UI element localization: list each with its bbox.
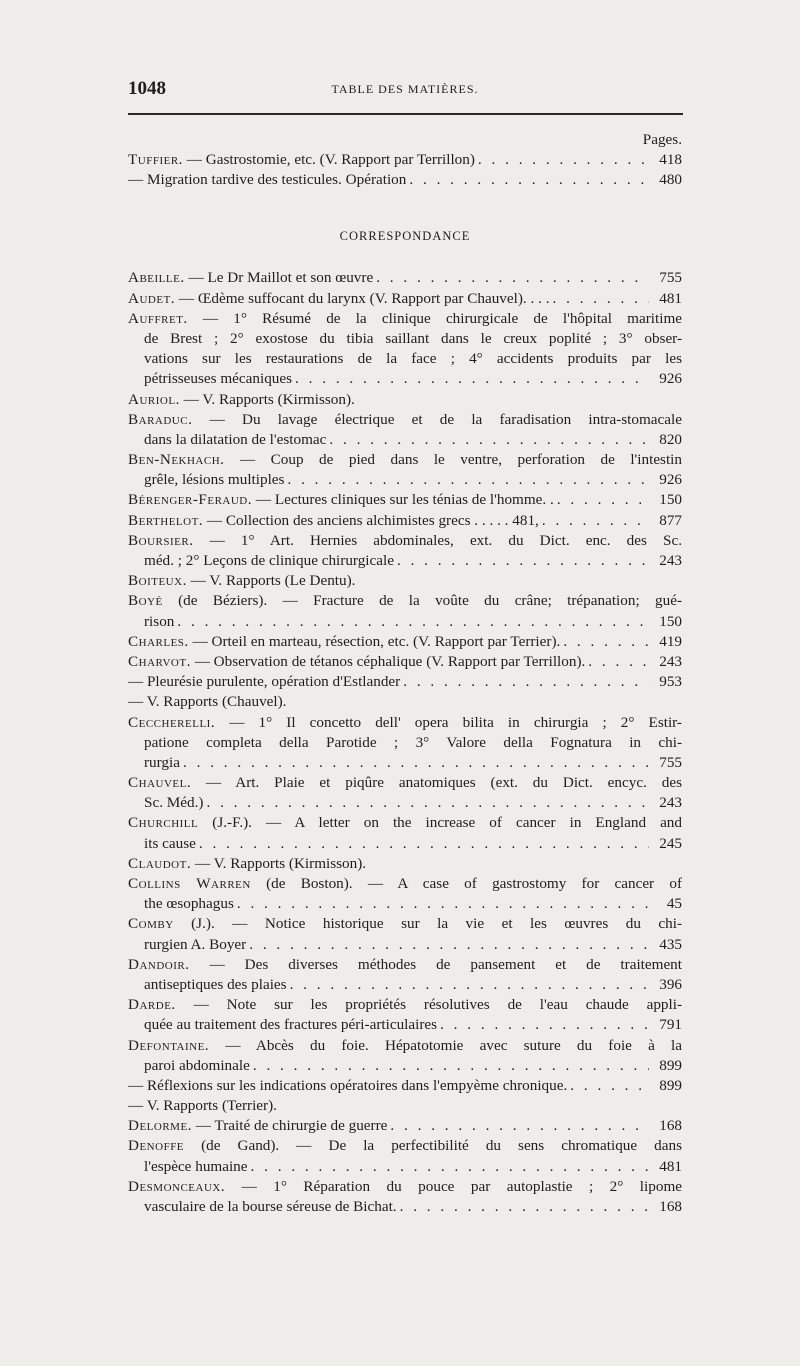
index-entry	[128, 289, 682, 309]
index-entry	[128, 995, 682, 1035]
entry-line	[128, 914, 682, 934]
entry-line-text: rurgia	[144, 753, 180, 771]
leader-dots	[553, 289, 650, 309]
entry-text	[128, 672, 400, 692]
entry-line-text: — Lectures cliniques sur les ténias de l'homme. .	[255, 491, 554, 509]
entry-text	[144, 834, 196, 854]
entry-page-number: 791	[659, 1016, 682, 1034]
index-entry	[128, 1136, 682, 1176]
index-entry	[128, 773, 682, 813]
leader-dots	[588, 652, 649, 672]
entry-text	[144, 551, 394, 571]
entry-line-text: — Abcès du foie. Hépatotomie avec suture du foie à la	[225, 1036, 682, 1054]
index-entry	[128, 309, 682, 390]
entry-page-number: 480	[659, 171, 682, 189]
entry-line	[128, 591, 682, 611]
index-entry	[128, 914, 682, 954]
entry-page-number: 168	[659, 1117, 682, 1135]
leader-dots	[557, 490, 649, 510]
entry-line-text: — Observation de tétanos céphalique (V. Rapport par Terrillon).	[194, 652, 586, 670]
correspondence-entry-list	[128, 268, 682, 1217]
entry-author: Charvot.	[128, 652, 191, 670]
entry-line-text: the œsophagus	[144, 895, 234, 913]
top-entry-list	[128, 150, 682, 190]
running-title: TABLE DES MATIÈRES.	[331, 82, 479, 96]
index-entry	[128, 1036, 682, 1076]
entry-page-number: 899	[659, 1056, 682, 1074]
entry-line-text: Sc. Méd.)	[144, 794, 204, 812]
entry-line-text: — V. Rapports (Le Dentu).	[190, 572, 356, 590]
entry-line	[128, 369, 682, 389]
entry-page-number: 755	[659, 753, 682, 771]
leader-dots	[390, 1116, 649, 1136]
entry-line	[128, 531, 682, 551]
entry-text	[144, 1197, 397, 1217]
entry-line	[128, 1177, 682, 1197]
entry-line	[128, 975, 682, 995]
entry-text	[128, 170, 406, 190]
entry-line	[128, 995, 682, 1015]
entry-line-text: paroi abdominale	[144, 1056, 250, 1074]
entry-line-text: de Brest ; 2° exostose du tibia saillant dans le creux poplité ; 3° obser-	[144, 329, 682, 347]
entry-author: Claudot.	[128, 854, 192, 872]
leader-dots	[478, 150, 649, 170]
index-entry	[128, 632, 682, 652]
entry-line	[128, 289, 682, 309]
entry-line-text: — Migration tardive des testicules. Opération	[128, 171, 407, 189]
entry-author: Denoffe	[128, 1137, 185, 1155]
index-entry	[128, 1177, 682, 1217]
entry-line	[128, 632, 682, 652]
index-entry	[128, 150, 682, 170]
leader-dots	[249, 935, 649, 955]
entry-line-text: — V. Rapports (Kirmisson).	[183, 390, 355, 408]
leader-dots	[409, 170, 649, 190]
entry-line-text: — Pleurésie purulente, opération d'Estlander	[128, 673, 401, 691]
entry-author: Churchill	[128, 814, 199, 832]
entry-line	[128, 450, 682, 470]
entry-page-number: 150	[659, 491, 682, 509]
entry-line	[128, 551, 682, 571]
entry-text	[128, 490, 554, 510]
index-entry	[128, 1116, 682, 1136]
entry-text	[144, 369, 292, 389]
entry-line	[128, 170, 682, 190]
entry-author: Boursier.	[128, 531, 194, 549]
entry-line-text: méd. ; 2° Leçons de clinique chirurgicale	[144, 552, 394, 569]
entry-line-text: — Le Dr Maillot et son œuvre	[188, 269, 374, 287]
entry-page-number: 245	[659, 834, 682, 852]
leader-dots	[177, 612, 649, 632]
entry-line	[128, 571, 682, 591]
entry-line	[128, 733, 682, 753]
index-entry	[128, 672, 682, 692]
index-entry	[128, 170, 682, 190]
entry-line	[128, 268, 682, 288]
entry-line-text: — Orteil en marteau, résection, etc. (V. Rapport par Terrier).	[192, 632, 561, 650]
entry-author: Desmonceaux.	[128, 1177, 226, 1195]
index-entry	[128, 1076, 682, 1096]
leader-dots	[397, 551, 649, 571]
entry-page-number: 396	[659, 975, 682, 993]
entry-line	[128, 854, 682, 874]
entry-line-text: grêle, lésions multiples	[144, 471, 285, 489]
entry-text	[144, 1157, 248, 1177]
entry-author: Delorme.	[128, 1117, 192, 1135]
leader-dots	[199, 834, 649, 854]
entry-line	[128, 1096, 682, 1116]
entry-author: Defontaine.	[128, 1036, 210, 1054]
pages-column-label: Pages.	[642, 131, 682, 148]
entry-line-text: — V. Rapports (Chauvel).	[128, 693, 287, 711]
entry-author: Berthelot.	[128, 511, 204, 529]
entry-page-number: 481	[659, 1157, 682, 1175]
leader-dots	[295, 369, 649, 389]
entry-author: Boiteux.	[128, 572, 187, 590]
entry-line-text: — 1° Réparation du pouce par autoplastie ; 2° lipome	[241, 1177, 682, 1195]
entry-line-text: — Coup de pied dans le ventre, perforation de l'intestin	[239, 451, 682, 469]
entry-page-number: 435	[659, 935, 682, 953]
index-entry	[128, 268, 682, 288]
entry-text	[144, 470, 284, 490]
entry-author: Collins Warren	[128, 875, 251, 892]
entry-line	[128, 935, 682, 955]
leader-dots	[183, 753, 649, 773]
entry-text	[144, 1015, 437, 1035]
entry-line-text: — Art. Plaie et piqûre anatomiques (ext. du Dict. encyc. des	[206, 774, 682, 792]
entry-author: Charles.	[128, 632, 189, 650]
entry-author: Abeille.	[128, 269, 185, 287]
entry-line-text: (de Boston). — A case of gastrostomy for cancer of	[266, 875, 682, 892]
index-entry	[128, 652, 682, 672]
leader-dots	[563, 632, 649, 652]
entry-line	[128, 813, 682, 833]
leader-dots	[403, 672, 649, 692]
index-entry	[128, 531, 682, 571]
entry-page-number: 755	[659, 269, 682, 287]
entry-text	[128, 268, 373, 288]
entry-line	[128, 430, 682, 450]
leader-dots	[542, 511, 649, 531]
entry-line-text: quée au traitement des fractures péri-articulaires	[144, 1016, 438, 1034]
entry-line	[128, 1056, 682, 1076]
entry-text	[144, 612, 174, 632]
entry-line-text: (J.). — Notice historique sur la vie et les œuvres du chi-	[191, 915, 682, 933]
leader-dots	[290, 975, 649, 995]
entry-page-number: 877	[659, 511, 682, 529]
entry-line	[128, 773, 682, 793]
entry-line	[128, 390, 682, 410]
entry-line-text: its cause	[144, 834, 196, 852]
entry-line	[128, 874, 682, 894]
page-header	[128, 78, 682, 100]
entry-text	[144, 793, 203, 813]
entry-line-text: (de Gand). — De la perfectibilité du sens chromatique dans	[201, 1137, 682, 1155]
entry-line	[128, 1015, 682, 1035]
entry-page-number: 481	[659, 289, 682, 307]
entry-line-text: rurgien A. Boyer	[144, 935, 247, 953]
entry-line-text: patione completa della Parotide ; 3° Valore della Fognatura in chi-	[144, 733, 682, 751]
index-entry	[128, 1096, 682, 1116]
entry-text	[128, 289, 550, 309]
entry-line	[128, 1076, 682, 1096]
index-entry	[128, 813, 682, 853]
leader-dots	[253, 1056, 649, 1076]
entry-line	[128, 612, 682, 632]
leader-dots	[206, 793, 649, 813]
entry-text	[128, 652, 585, 672]
entry-line	[128, 511, 682, 531]
entry-text	[144, 1056, 250, 1076]
entry-author: Audet.	[128, 289, 176, 307]
index-entry	[128, 591, 682, 631]
entry-line-text: (J.-F.). — A letter on the increase of cancer in England and	[212, 814, 682, 832]
entry-line	[128, 1036, 682, 1056]
entry-author: Comby	[128, 915, 174, 933]
entry-line	[128, 1157, 682, 1177]
entry-page-number: 953	[659, 673, 682, 691]
leader-dots	[440, 1015, 649, 1035]
index-entry	[128, 692, 682, 712]
entry-line	[128, 652, 682, 672]
entry-line	[128, 1197, 682, 1217]
entry-line-text: — Du lavage électrique et de la faradisation intra-stomacale	[209, 410, 682, 428]
leader-dots	[251, 1157, 649, 1177]
entry-line-text: dans la dilatation de l'estomac	[144, 430, 327, 448]
entry-page-number: 899	[659, 1076, 682, 1094]
page-number: 1048	[128, 78, 166, 99]
entry-author: Ben-Nekhach.	[128, 451, 225, 469]
entry-author: Darde.	[128, 996, 176, 1014]
entry-line-text: — V. Rapports (Terrier).	[128, 1097, 277, 1115]
header-rule	[128, 113, 683, 115]
entry-line	[128, 692, 682, 712]
entry-author: Auffret.	[128, 309, 188, 327]
entry-line	[128, 1136, 682, 1156]
entry-line-text: — Gastrostomie, etc. (V. Rapport par Terrillon)	[186, 151, 475, 168]
index-entry	[128, 713, 682, 774]
entry-page-number: 243	[659, 794, 682, 812]
entry-page-number: 243	[659, 652, 682, 670]
entry-text	[144, 975, 287, 995]
entry-page-number: 419	[659, 632, 682, 650]
entry-line	[128, 470, 682, 490]
leader-dots	[237, 894, 649, 914]
index-content	[128, 130, 682, 1217]
index-entry	[128, 450, 682, 490]
entry-line	[128, 1116, 682, 1136]
entry-text	[128, 1116, 387, 1136]
index-entry	[128, 874, 682, 914]
entry-line	[128, 713, 682, 733]
entry-line-text: — 1° Art. Hernies abdominales, ext. du Dict. enc. des Sc.	[209, 531, 682, 549]
entry-author: Baraduc.	[128, 410, 193, 428]
entry-line	[128, 955, 682, 975]
entry-line-text: vations sur les restaurations de la face ; 4° accidents produits par les	[144, 350, 682, 368]
entry-line-text: — 1° Résumé de la clinique chirurgicale de l'hôpital maritime	[202, 309, 682, 327]
entry-line-text: (de Béziers). — Fracture de la voûte du crâne; trépanation; gué-	[178, 592, 682, 610]
leader-dots	[287, 470, 649, 490]
entry-text	[128, 150, 475, 170]
entry-line-text: rison	[144, 612, 175, 630]
entry-line-text: — Œdème suffocant du larynx (V. Rapport par Chauvel). . . .	[178, 289, 550, 307]
entry-line	[128, 793, 682, 813]
entry-line-text: — Collection des anciens alchimistes grecs . . . . . 481,	[206, 511, 539, 529]
entry-line-text: — Réflexions sur les indications opératoires dans l'empyème chronique.	[128, 1076, 568, 1094]
entry-text	[128, 1076, 567, 1096]
index-entry	[128, 490, 682, 510]
entry-author: Auriol.	[128, 390, 180, 408]
entry-line	[128, 834, 682, 854]
entry-text	[144, 894, 234, 914]
index-entry	[128, 571, 682, 591]
index-entry	[128, 390, 682, 410]
entry-page-number: 45	[666, 895, 682, 913]
entry-author: Boyé	[128, 592, 163, 610]
index-entry	[128, 511, 682, 531]
entry-line	[128, 753, 682, 773]
leader-dots	[376, 268, 649, 288]
entry-page-number: 243	[659, 552, 682, 569]
entry-author: Bérenger-Feraud.	[128, 491, 253, 509]
entry-author: Chauvel.	[128, 774, 192, 792]
entry-line	[128, 490, 682, 510]
entry-line	[128, 150, 682, 170]
entry-line	[128, 309, 682, 329]
entry-line-text: l'espèce humaine	[144, 1157, 248, 1175]
entry-author: Ceccherelli.	[128, 713, 216, 731]
leader-dots	[329, 430, 649, 450]
entry-line-text: — Note sur les propriétés résolutives de l'eau chaude appli-	[193, 996, 682, 1014]
entry-page-number: 150	[659, 612, 682, 630]
entry-line	[128, 672, 682, 692]
entry-text	[144, 430, 326, 450]
index-entry	[128, 955, 682, 995]
entry-line-text: antiseptiques des plaies	[144, 975, 287, 993]
entry-page-number: 168	[659, 1198, 682, 1215]
entry-page-number: 418	[659, 151, 682, 168]
entry-line	[128, 894, 682, 914]
entry-text	[128, 511, 539, 531]
entry-page-number: 926	[659, 370, 682, 388]
entry-line-text: — V. Rapports (Kirmisson).	[194, 854, 367, 872]
entry-line-text: — Des diverses méthodes de pansement et de traitement	[209, 955, 682, 973]
entry-author: Dandoir.	[128, 955, 190, 973]
entry-line	[128, 349, 682, 369]
entry-author: Tuffier.	[128, 151, 183, 168]
index-entry	[128, 854, 682, 874]
entry-page-number: 926	[659, 471, 682, 489]
entry-page-number: 820	[659, 430, 682, 448]
entry-line	[128, 329, 682, 349]
leader-dots	[570, 1076, 649, 1096]
index-entry	[128, 410, 682, 450]
leader-dots	[400, 1197, 649, 1217]
entry-line-text: — 1° Il concetto dell' opera bilita in chirurgia ; 2° Estir-	[229, 713, 682, 731]
entry-line-text: — Traité de chirurgie de guerre	[195, 1117, 388, 1135]
entry-text	[128, 632, 560, 652]
entry-line-text: vasculaire de la bourse séreuse de Bichat.	[144, 1198, 397, 1215]
entry-text	[144, 935, 246, 955]
entry-text	[144, 753, 180, 773]
section-title: CORRESPONDANCE	[339, 229, 471, 244]
entry-line-text: pétrisseuses mécaniques	[144, 370, 293, 388]
entry-line	[128, 410, 682, 430]
